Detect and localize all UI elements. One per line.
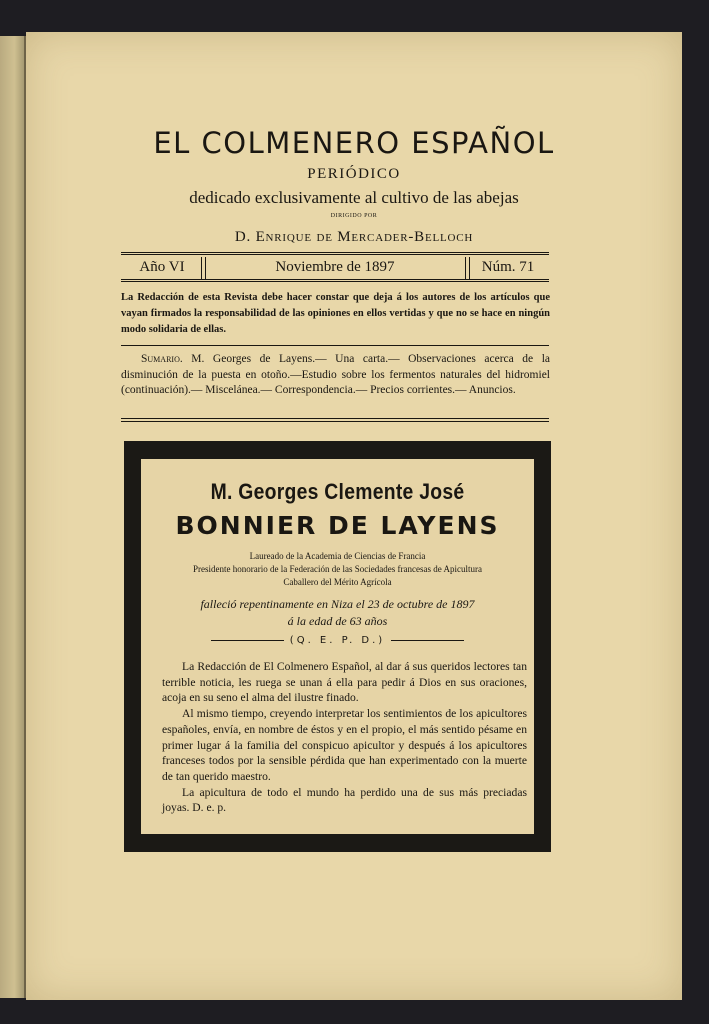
- editorial-notice: La Redacción de esta Revista debe hacer constar que deja á los autores de los artículos que vayan firmados la responsabilidad de las opiniones en ellos vertidas y que no se hace en ningún modo solidaria de ellas.: [121, 292, 550, 335]
- summary: [121, 352, 550, 399]
- masthead-directed-by: DIRIGIDO POR: [330, 213, 378, 219]
- obituary-box: [141, 459, 534, 834]
- obituary-rip: [211, 635, 464, 646]
- obituary-name-line2: BONNIER DE LAYENS: [175, 511, 500, 540]
- obituary-death-age: á la edad de 63 años: [287, 614, 388, 628]
- journal-page: [26, 32, 682, 1000]
- issue-divider: [201, 257, 206, 279]
- rip-text: (Q. E. P. D.): [289, 635, 386, 646]
- rip-rule-right: [391, 640, 464, 641]
- obituary-paragraph: La Redacción de El Colmenero Español, al dar á sus queridos lectores tan terrible noticia, les ruega se unan á ella para pedir á Dios en sus oraciones, acoja en su seno el alma del ilustre finado.: [162, 660, 527, 705]
- obituary-body: [162, 659, 527, 816]
- masthead-subtitle: PERIÓDICO: [307, 166, 401, 182]
- notice-divider: [121, 345, 549, 346]
- obituary-frame: [124, 441, 551, 852]
- masthead-dedication: dedicado exclusivamente al cultivo de las abejas: [189, 188, 519, 207]
- issue-year: Año VI: [139, 258, 185, 275]
- summary-label: Sumario.: [141, 353, 183, 365]
- obituary-death-date: falleció repentinamente en Niza el 23 de octubre de 1897: [200, 597, 475, 611]
- obituary-honor: Laureado de la Academia de Ciencias de Francia: [249, 551, 426, 561]
- rip-rule-left: [211, 640, 284, 641]
- obituary-paragraph: Al mismo tiempo, creyendo interpretar los sentimientos de los apicultores españoles, envía, en nombre de éstos y en el propio, el más sentido pésame en primer lugar á la familia del conspicuo apicultor y después á los apicultores franceses todos por la sensible pérdida que han experimentado con la muerte de tan querido maestro.: [162, 707, 527, 783]
- obituary-name-line1: M. Georges Clemente José: [210, 479, 465, 504]
- obituary-paragraph: La apicultura de todo el mundo ha perdido una de sus más preciadas joyas. D. e. p.: [162, 785, 527, 815]
- issue-number: Núm. 71: [481, 258, 535, 275]
- summary-divider: [121, 418, 549, 422]
- masthead-editor: D. Enrique de Mercader-Belloch: [234, 229, 474, 245]
- facing-page-edge: [0, 36, 26, 998]
- obituary-honor: Caballero del Mérito Agrícola: [283, 577, 392, 587]
- masthead-title: EL COLMENERO ESPAÑOL: [153, 126, 555, 160]
- summary-text: M. Georges de Layens.— Una carta.— Observaciones acerca de la disminución de la puesta en otoño.—Estudio sobre los fermentos naturales del hidromiel (continuación).— Miscelánea.— Correspondencia.— Precios corrientes.— Anuncios.: [121, 353, 550, 396]
- issue-info-bar: [121, 252, 549, 282]
- obituary-honor: Presidente honorario de la Federación de las Sociedades francesas de Apicultura: [193, 564, 482, 574]
- issue-date: Noviembre de 1897: [275, 258, 395, 275]
